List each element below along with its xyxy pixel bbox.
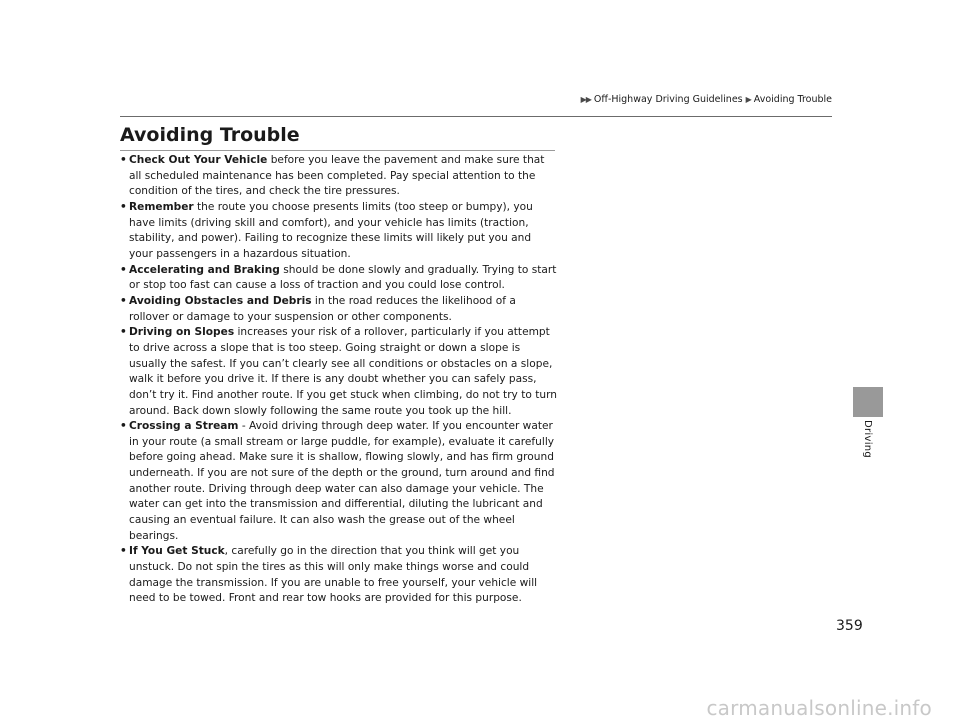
bullet-text: should be done slowly and gradually. Trying to start or stop too fast can cause a loss of traction and you could lose control. [129,263,557,292]
bullet-heading: Crossing a Stream [129,420,239,433]
bullet-heading: Accelerating and Braking [129,263,280,276]
breadcrumb-item-guidelines[interactable]: Off-Highway Driving Guidelines [593,94,743,105]
bullet-text: in the road reduces the likelihood of a rollover or damage to your suspension or other components. [129,294,516,323]
page-title: Avoiding Trouble [120,124,300,146]
bullet-list [120,153,558,607]
watermark: carmanualsonline.info [706,696,932,720]
breadcrumb [581,94,832,105]
header-divider [120,116,832,117]
arrow-icon: ▶ [745,95,751,104]
title-divider [120,150,555,151]
section-label: Driving [862,420,873,459]
bullet-heading: If You Get Stuck [129,545,225,558]
bullet-heading: Check Out Your Vehicle [129,154,268,166]
bullet-text: , carefully go in the direction that you think will get you unstuck. Do not spin the tires as this will only make things worse and could damage the transmission. If you are unable to free yourself, your vehicle will need to be towed. Front and rear tow hooks are provided for this purpose. [129,545,538,605]
list-item [120,153,558,200]
list-item [120,325,558,419]
section-tab[interactable] [853,387,883,417]
bullet-text: - Avoid driving through deep water. If you encounter water in your route (a small stream or large puddle, for example), evaluate it carefully before going ahead. Make sure it is shallow, flowing slowly, and has firm ground underneath. If you are not sure of the depth or the ground, turn around and find another route. Driving through deep water can also damage your vehicle. The water can get into the transmission and differential, diluting the lubricant and causing an eventual failure. It can also wash the grease out of the wheel bearings. [129,420,555,542]
list-item [120,263,558,294]
breadcrumb-item-current: Avoiding Trouble [753,94,832,105]
bullet-text: the route you choose presents limits (too steep or bumpy), you have limits (driving skill and comfort), and your vehicle has limits (traction, stability, and power). Failing to recognize these limits will likely put you and your passengers in a hazardous situation. [129,200,533,260]
list-item [120,544,558,607]
bullet-heading: Avoiding Obstacles and Debris [129,294,312,307]
list-item [120,419,558,544]
list-item [120,200,558,263]
list-item [120,294,558,325]
bullet-heading: Driving on Slopes [129,326,235,339]
bullet-heading: Remember [129,200,194,213]
bullet-text: before you leave the pavement and make sure that all scheduled maintenance has been completed. Pay special attention to the condition of the tires, and check the tire pressures. [129,154,545,198]
double-arrow-icon: ▶▶ [580,95,591,104]
page-number: 359 [836,618,863,634]
bullet-text: increases your risk of a rollover, particularly if you attempt to drive across a slope that is too steep. Going straight or down a slope is usually the safest. If you can’t clearly see all conditions or obstacles on a slope, walk it before you drive it. If there is any doubt whether you can safely pass, don’t try it. Find another route. If you get stuck when climbing, do not try to turn around. Back down slowly following the same route you took up the hill. [129,326,557,417]
